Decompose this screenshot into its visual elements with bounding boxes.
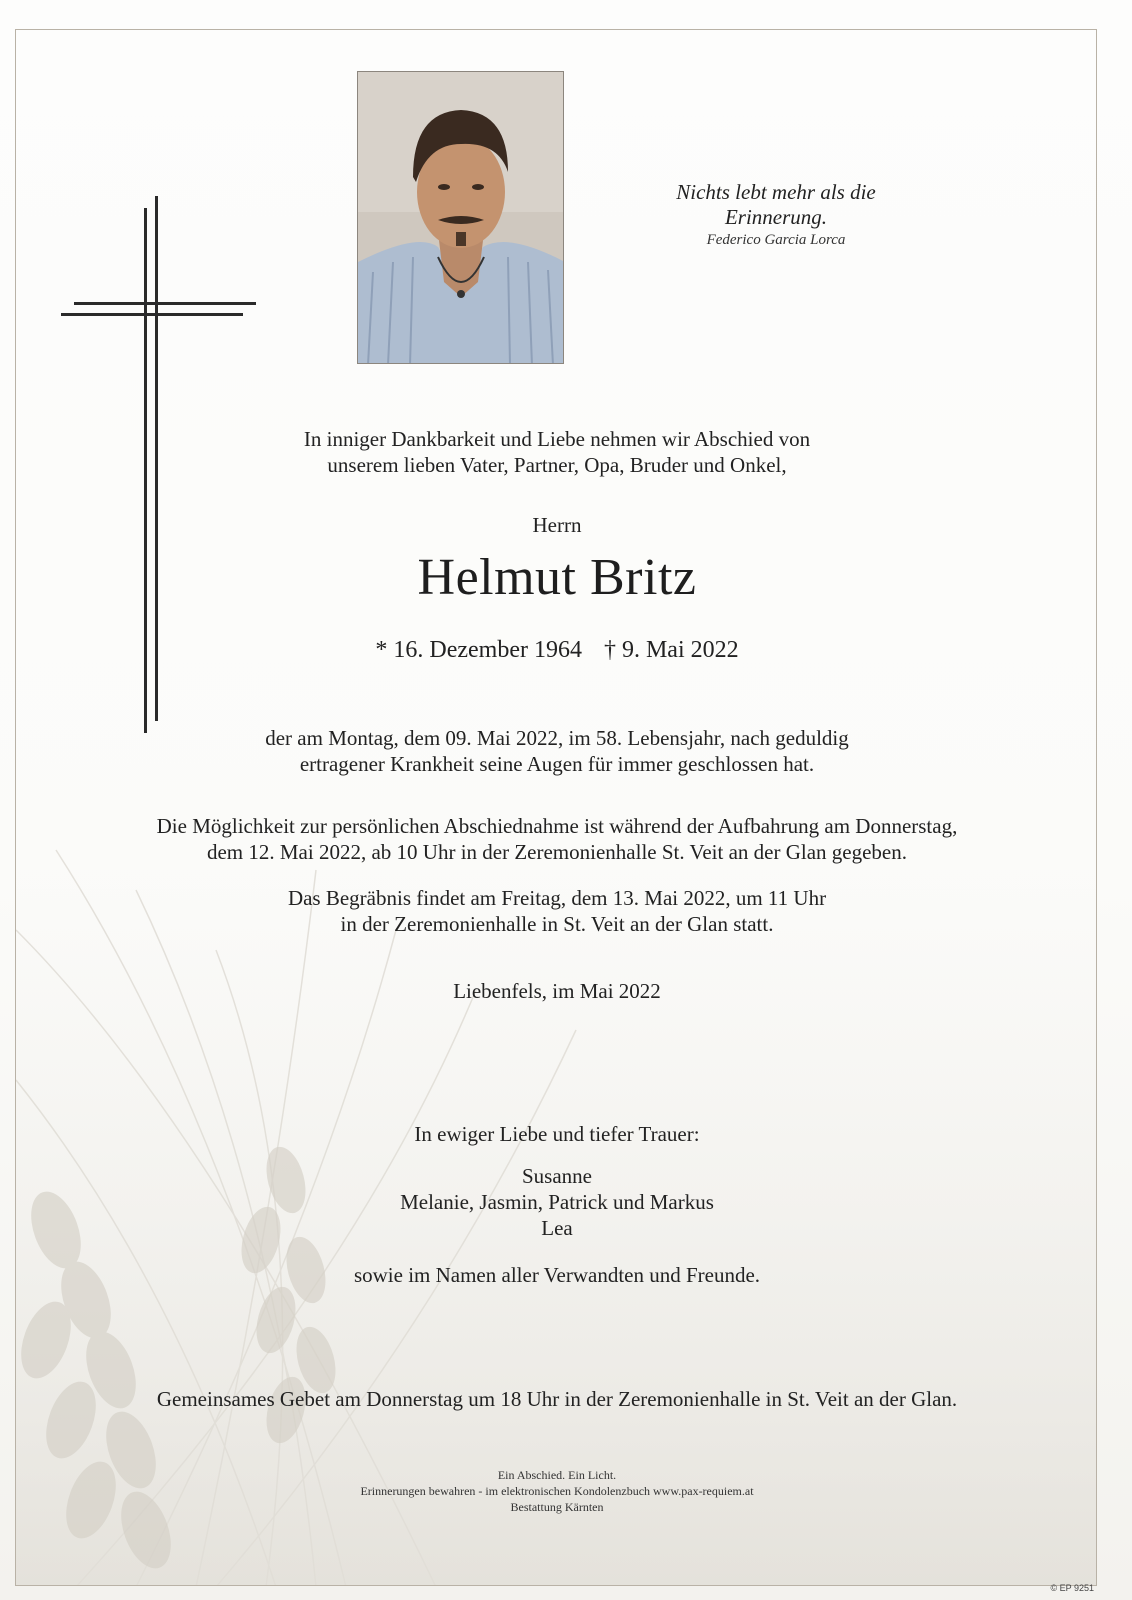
quote-line: Erinnerung. (724, 205, 828, 229)
viewing-line: Die Möglichkeit zur persönlichen Abschiednahme ist während der Aufbahrung am Donnerstag, (156, 814, 958, 838)
death-notice-text (16, 725, 1097, 777)
intro-line: In inniger Dankbarkeit und Liebe nehmen wir Abschied von (303, 427, 811, 451)
life-dates (16, 635, 1097, 665)
death-notice-line: der am Montag, dem 09. Mai 2022, im 58. Lebensjahr, nach geduldig (265, 726, 849, 750)
birth-date: * 16. Dezember 1964 (375, 637, 582, 663)
mourning-intro: In ewiger Liebe und tiefer Trauer: (414, 1122, 700, 1146)
place-date: Liebenfels, im Mai 2022 (453, 979, 661, 1003)
intro-line: unserem lieben Vater, Partner, Opa, Bruder und Onkel, (327, 453, 787, 477)
viewing-line: dem 12. Mai 2022, ab 10 Uhr in der Zeremonienhalle St. Veit an der Glan gegeben. (206, 840, 907, 864)
cross-horizontal-bar (74, 302, 256, 305)
salutation: Herrn (532, 513, 582, 537)
cross-horizontal-bar (61, 313, 243, 316)
deceased-name: Helmut Britz (417, 549, 697, 606)
family-line: Lea (541, 1216, 573, 1240)
quote-author: Federico Garcia Lorca (706, 232, 846, 248)
funeral-line: in der Zeremonienhalle in St. Veit an der Glan statt. (340, 912, 774, 936)
death-date: † 9. Mai 2022 (603, 637, 739, 663)
portrait-photo (357, 71, 564, 364)
funeral-info (16, 885, 1097, 937)
footer-line: Bestattung Kärnten (510, 1500, 604, 1514)
family-line: Susanne (522, 1164, 592, 1188)
viewing-info (16, 813, 1097, 865)
closing-line: sowie im Namen aller Verwandten und Freunde. (353, 1263, 761, 1287)
death-notice-line: ertragener Krankheit seine Augen für immer geschlossen hat. (299, 752, 815, 776)
memorial-quote (626, 180, 926, 250)
footer-line: Erinnerungen bewahren - im elektronischen Kondolenzbuch www.pax-requiem.at (360, 1484, 754, 1498)
footer-line: Ein Abschied. Ein Licht. (497, 1468, 617, 1482)
funeral-line: Das Begräbnis findet am Freitag, dem 13. Mai 2022, um 11 Uhr (287, 886, 827, 910)
quote-line: Nichts lebt mehr als die (676, 180, 876, 204)
product-code: © EP 9251 (1050, 1583, 1094, 1593)
intro-text (16, 426, 1097, 478)
family-line: Melanie, Jasmin, Patrick und Markus (400, 1190, 714, 1214)
prayer-info: Gemeinsames Gebet am Donnerstag um 18 Uhr in der Zeremonienhalle in St. Veit an der Glan. (156, 1387, 958, 1411)
family-names (16, 1163, 1097, 1241)
page-frame (15, 29, 1097, 1586)
footer (16, 1467, 1097, 1515)
